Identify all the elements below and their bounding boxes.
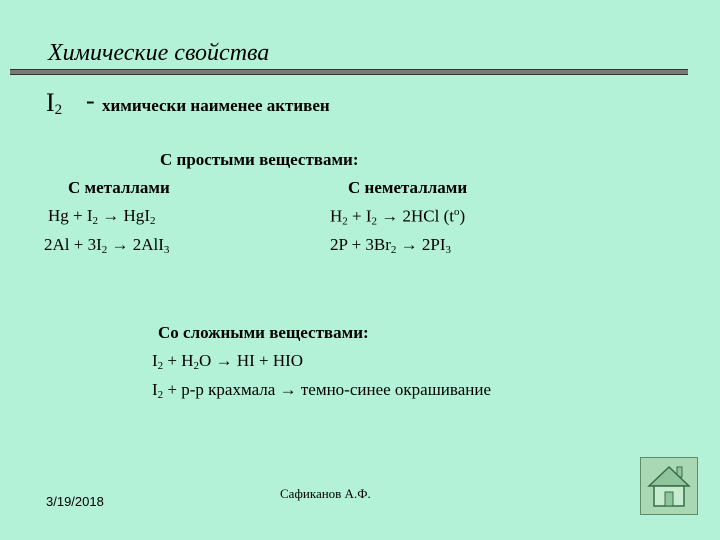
equation-metal-2: $2Al + 3I_2 \to 2AlI_3$ [44, 235, 170, 256]
equation-metal-1: $Hg + I_2 \to HgI_2$ [48, 206, 156, 227]
metals-heading: С металлами [68, 178, 170, 197]
title-divider [10, 69, 688, 75]
home-icon [641, 458, 697, 514]
complex-substances-heading: Со сложными веществами: [158, 323, 369, 342]
slide-date: 3/19/2018 [46, 494, 104, 509]
slide-author: Сафиканов А.Ф. [280, 486, 371, 501]
activity-text: химически наименее активен [102, 96, 330, 115]
dash: - [86, 86, 95, 115]
equation-nonmetal-1: $H_2 + I_2 \to 2HCl$ $(t^o)$ [330, 206, 466, 228]
simple-substances-heading: С простыми веществами: [160, 150, 359, 169]
home-button[interactable] [640, 457, 698, 515]
nonmetals-heading: С неметаллами [348, 178, 468, 197]
equation-nonmetal-2: $2P + 3Br_2 \to 2PI_3$ [330, 235, 452, 256]
element-symbol: $I_2$ [46, 88, 63, 118]
equation-complex-2: $I_2 + р-р$ крахмала → темно-синее окрашивание [152, 380, 491, 401]
equation-complex-1: $I_2 + H_2O$ → HI + HIO [152, 351, 304, 372]
slide-title: Химические свойства [48, 40, 270, 66]
